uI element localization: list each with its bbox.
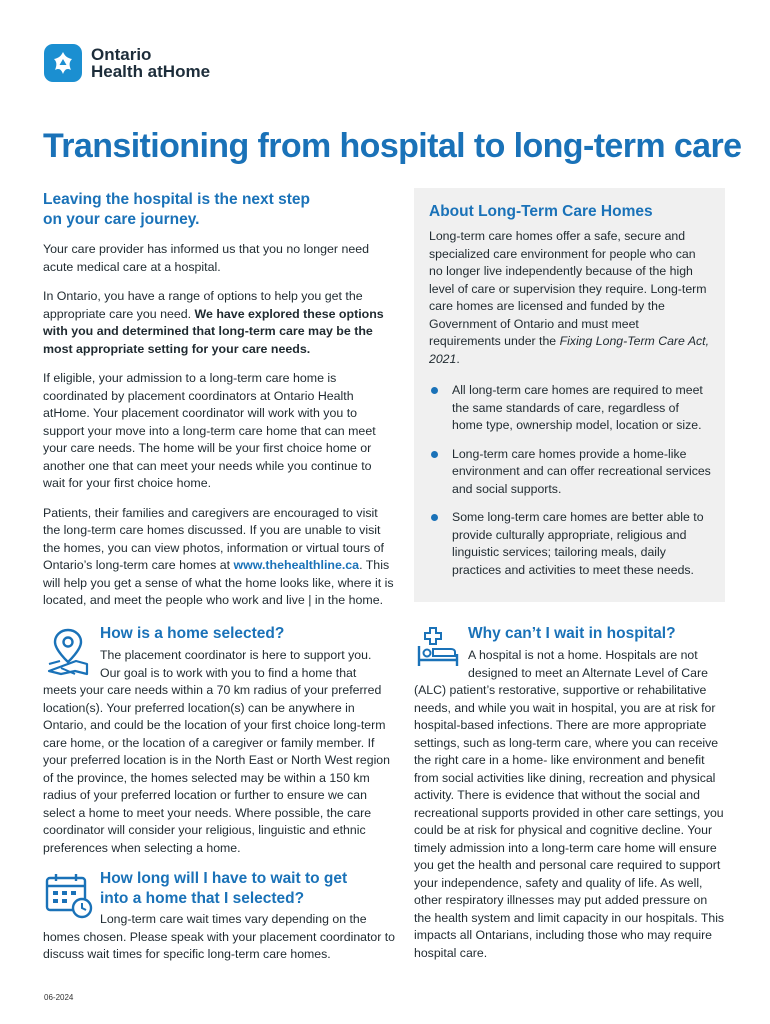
intro-paragraph-2-text: In Ontario, you have a range of options to help you get the appropriate care you need. bbox=[43, 289, 363, 321]
publication-date: 06-2024 bbox=[44, 993, 74, 1002]
about-ltc-homes-box bbox=[414, 188, 725, 602]
hospital-wait-line-1: A hospital is not a home. Hospitals are not bbox=[468, 648, 698, 662]
about-bullet bbox=[429, 509, 711, 579]
intro-subheading-line-2: on your care journey. bbox=[43, 211, 200, 228]
hospital-wait-line-2: designed to meet an Alternate Level of Care bbox=[468, 665, 708, 680]
home-selection-title: How is a home selected? bbox=[100, 625, 285, 642]
hospital-bed-icon bbox=[415, 626, 461, 673]
healthline-link[interactable]: www.thehealthline.ca bbox=[233, 558, 360, 572]
wait-time-line-1: Long-term care wait times vary depending on the bbox=[100, 912, 367, 926]
logo-line-1: Ontario bbox=[91, 45, 152, 64]
hospital-wait-section bbox=[414, 624, 726, 962]
about-bullet bbox=[429, 446, 711, 499]
wait-time-body: homes chosen. Please speak with your placement coordinator to discuss wait times for specific long-term care homes. bbox=[43, 929, 396, 961]
act-name: Fixing Long-Term Care Act, 2021 bbox=[429, 334, 710, 366]
home-selection-line-1: The placement coordinator is here to support you. bbox=[100, 648, 372, 662]
about-bullet-list bbox=[429, 382, 711, 579]
intro-paragraph-4-end: . This will help you get a sense of what the home looks like, where it is located, and meet the people who work and live | in the home. bbox=[43, 558, 394, 607]
intro-paragraph-2-bold: We have explored these options with you and determined that long-term care may be the most appropriate setting for your care needs. bbox=[43, 306, 384, 356]
wait-time-section bbox=[43, 869, 398, 964]
logo-line-2: Health atHome bbox=[91, 62, 211, 81]
bullet-dot-icon bbox=[431, 387, 438, 394]
page-title: Transitioning from hospital to long-term care bbox=[43, 127, 742, 165]
home-selection-body: meets your care needs within a 70 km radius of your preferred location(s). Your preferred location(s) can be anywhere in Ontario, and could be the location of your first choice long-term care home, or the location of a caregiver or family member. If your preferred location is in the North East or North West region of the province, the homes selected may be within a 150 km radius of your preferred location or further to ensure we can select a home to meet your needs. Where possible, the care coordinator will consider your religious, linguistic and ethnic preferences when selecting a home. bbox=[43, 683, 390, 855]
about-bullet bbox=[429, 382, 711, 435]
home-selection-line-2: Our goal is to work with you to find a home that bbox=[100, 665, 357, 680]
about-bullet-text: Long-term care homes provide a home-like environment and can offer recreational services and social supports. bbox=[452, 446, 711, 496]
organization-logo bbox=[44, 44, 210, 82]
wait-time-title-line-2: into a home that I selected? bbox=[100, 890, 305, 907]
bullet-dot-icon bbox=[431, 451, 438, 458]
intro-paragraph-1: Your care provider has informed us that you no longer need acute medical care at a hospital. bbox=[43, 242, 370, 274]
intro-paragraph-3: If eligible, your admission to a long-term care home is coordinated by placement coordinators at Ontario Health atHome. Your placement coordinator will work with you to support your move into a long-term care home that can meet your care needs. The home will be your first choice home or another one that can meet your needs while you continue to wait for your first choice home. bbox=[43, 371, 376, 490]
calendar-clock-icon bbox=[45, 873, 93, 924]
about-intro-end: . bbox=[456, 351, 460, 366]
about-intro-text: Long-term care homes offer a safe, secure and specialized care environment for people who can no longer live independently because of the high level of care or supervision they require. Long-term care homes are licensed and funded by the Government of Ontario and must meet requirements under the bbox=[429, 229, 707, 348]
ontario-trillium-logo-icon bbox=[44, 44, 82, 82]
intro-subheading-line-1: Leaving the hospital is the next step bbox=[43, 191, 310, 208]
map-pin-icon bbox=[45, 628, 91, 681]
about-title: About Long-Term Care Homes bbox=[429, 203, 653, 220]
intro-paragraph-4 bbox=[43, 505, 395, 610]
bullet-dot-icon bbox=[431, 514, 438, 521]
hospital-wait-title: Why can’t I wait in hospital? bbox=[468, 625, 676, 642]
intro-paragraph-2 bbox=[43, 288, 395, 358]
intro-subheading bbox=[43, 190, 395, 230]
hospital-wait-body: (ALC) patient’s restorative, supportive or rehabilitative needs, and while you wait in hospital, you are at risk for hospital-based infections. There are more appropriate settings, such as long-term care, where you can receive the right care in a home- like environment and benefit from social activities like dining, recreation and physical activity. There is evidence that without the social and recreational supports provided in other care settings, you could be at risk for physical and cognitive decline. Your timely admission into a long-term care home will ensure you get the health and personal care required to support your independence, safety and quality of life. As well, other respiratory illnesses may put added pressure on the health system and limit capacity in our hospitals. This impacts all Ontarians, including those who may require hospital care. bbox=[414, 683, 725, 960]
wait-time-title-line-1: How long will I have to wait to get bbox=[100, 870, 348, 887]
about-bullet-text: All long-term care homes are required to meet the same standards of care, regardless of home type, ownership model, location or size. bbox=[452, 383, 703, 432]
about-intro bbox=[429, 228, 711, 368]
intro-paragraph-4-text: Patients, their families and caregivers are encouraged to visit the long-term care homes discussed. If you are unable to visit the homes, you can view photos, information or virtual tours of Ontario’s long-term care homes at bbox=[43, 505, 384, 572]
intro-column bbox=[43, 190, 395, 622]
home-selection-section bbox=[43, 624, 398, 857]
about-bullet-text: Some long-term care homes are better able to provide culturally appropriate, religious and linguistic services; tailoring meals, daily practices and activities to meet these needs. bbox=[452, 510, 704, 577]
